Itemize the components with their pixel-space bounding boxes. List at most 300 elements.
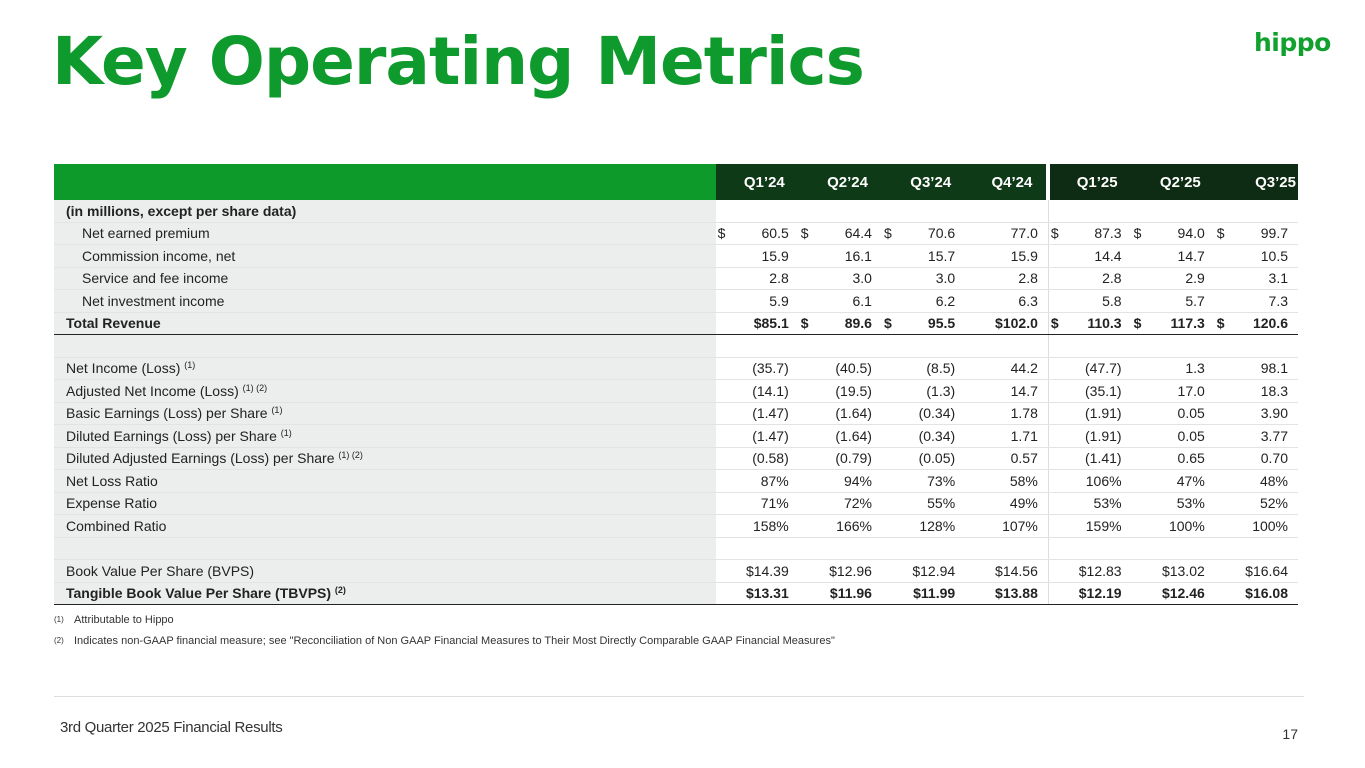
value-cell (882, 470, 965, 493)
value-cell (965, 447, 1048, 470)
value-cell (1132, 357, 1215, 380)
row-label (54, 290, 716, 313)
table-row (54, 470, 1298, 493)
value-cell (1215, 267, 1298, 290)
value-cell (1048, 222, 1131, 245)
value-cell (799, 582, 882, 605)
value: 120.6 (1252, 315, 1288, 332)
column-header: Q1’25 (1048, 164, 1131, 200)
value-cell (1048, 357, 1131, 380)
value: 128% (919, 517, 956, 534)
value: $13.31 (745, 585, 789, 602)
row-label (54, 380, 716, 403)
value: 6.1 (852, 292, 872, 309)
value-cell (799, 492, 882, 515)
row-label (54, 245, 716, 268)
table-row (54, 245, 1298, 268)
value: 53% (1176, 495, 1205, 512)
column-header: Q4’24 (965, 164, 1048, 200)
row-label-text: Commission income, net (82, 247, 236, 264)
value: (1.64) (835, 405, 872, 422)
value-cell (882, 290, 965, 313)
value-cell (882, 537, 965, 560)
value: 98.1 (1260, 360, 1288, 377)
value: 5.7 (1185, 292, 1205, 309)
value: 3.1 (1268, 270, 1288, 287)
value: 99.7 (1260, 225, 1288, 242)
value: 58% (1009, 472, 1038, 489)
currency-sign: $ (1050, 315, 1059, 332)
value: (8.5) (926, 360, 956, 377)
value: 14.4 (1094, 247, 1122, 264)
value: $11.96 (829, 585, 872, 602)
footnote-ref: (2) (334, 585, 346, 596)
value: 14.7 (1010, 382, 1038, 399)
value-cell (716, 492, 799, 515)
value: 52% (1259, 495, 1288, 512)
footer-title: 3rd Quarter 2025 Financial Results (60, 719, 283, 736)
row-label (54, 470, 716, 493)
value: 49% (1009, 495, 1038, 512)
row-label (54, 357, 716, 380)
table-row (54, 582, 1298, 605)
value: (1.47) (752, 405, 789, 422)
value-cell (799, 402, 882, 425)
value: 17.0 (1177, 382, 1205, 399)
value: 53% (1093, 495, 1122, 512)
value-cell (1132, 425, 1215, 448)
currency-sign: $ (1216, 315, 1225, 332)
value-cell (1048, 380, 1131, 403)
value: 94.0 (1177, 225, 1205, 242)
value-cell (716, 402, 799, 425)
page-number: 17 (1282, 726, 1298, 742)
value-cell (882, 425, 965, 448)
value-cell (716, 582, 799, 605)
value: 47% (1176, 472, 1205, 489)
row-label-text: Net earned premium (82, 225, 210, 242)
value-cell (1048, 267, 1131, 290)
value-cell (1215, 245, 1298, 268)
footnotes (54, 614, 835, 656)
value: $12.96 (829, 562, 872, 579)
value: $13.88 (995, 585, 1038, 602)
value: 16.1 (844, 247, 872, 264)
value-cell (965, 222, 1048, 245)
value: 15.9 (1010, 247, 1038, 264)
row-label (54, 560, 716, 583)
column-header: Q2’24 (799, 164, 882, 200)
value: 10.5 (1260, 247, 1288, 264)
value: 2.8 (1018, 270, 1038, 287)
value-cell (882, 515, 965, 538)
row-label-text: Basic Earnings (Loss) per Share (66, 405, 268, 422)
currency-sign: $ (883, 315, 892, 332)
value-cell (716, 312, 799, 335)
table-row (54, 515, 1298, 538)
value-cell (799, 447, 882, 470)
value-cell (965, 312, 1048, 335)
value: 87% (760, 472, 789, 489)
table-header-row (54, 164, 1298, 200)
row-label-text: Book Value Per Share (BVPS) (66, 562, 255, 579)
table-row (54, 425, 1298, 448)
value-cell (1132, 447, 1215, 470)
value-cell (1215, 537, 1298, 560)
value: (47.7) (1085, 360, 1122, 377)
value-cell (882, 245, 965, 268)
value-cell (1048, 290, 1131, 313)
value: (19.5) (835, 382, 872, 399)
value-cell (1132, 492, 1215, 515)
value-wrap (1132, 315, 1205, 331)
value: (14.1) (752, 382, 789, 399)
value-cell (1215, 402, 1298, 425)
value: 94% (843, 472, 872, 489)
value-cell (1215, 582, 1298, 605)
value-cell (1132, 402, 1215, 425)
value: 159% (1085, 517, 1122, 534)
value-cell (965, 200, 1048, 222)
value-cell (1132, 200, 1215, 222)
value-cell (1132, 560, 1215, 583)
value-wrap (1215, 315, 1288, 331)
value-cell (716, 357, 799, 380)
value-cell (1132, 515, 1215, 538)
table-row (54, 290, 1298, 313)
value-cell (882, 582, 965, 605)
value-cell (882, 357, 965, 380)
value: (40.5) (835, 360, 872, 377)
unit-note-row (54, 200, 1298, 222)
table-row (54, 312, 1298, 335)
value-cell (882, 380, 965, 403)
value-cell (1048, 560, 1131, 583)
value: (0.34) (918, 427, 956, 444)
value-cell (965, 335, 1048, 358)
value-cell (1215, 447, 1298, 470)
value-cell (1215, 560, 1298, 583)
currency-sign: $ (1216, 225, 1225, 242)
value: 6.3 (1018, 292, 1038, 309)
value-wrap (799, 315, 872, 331)
value-cell (1048, 515, 1131, 538)
value: (0.34) (918, 405, 956, 422)
value-cell (1132, 290, 1215, 313)
value-cell (799, 515, 882, 538)
value: 166% (836, 517, 872, 534)
currency-sign: $ (717, 225, 726, 242)
value: 73% (927, 472, 956, 489)
value-cell (1132, 380, 1215, 403)
value-cell (799, 290, 882, 313)
value-cell (1048, 582, 1131, 605)
row-label (54, 312, 716, 335)
footnote-ref: (1) (271, 405, 283, 416)
value: $11.99 (913, 585, 956, 602)
value: (35.1) (1085, 382, 1122, 399)
value: $12.46 (1161, 585, 1205, 602)
value-cell (1048, 200, 1131, 222)
header-label-cell (54, 164, 716, 200)
value-cell (965, 267, 1048, 290)
value: 5.8 (1102, 292, 1122, 309)
value: 15.7 (927, 247, 956, 264)
currency-sign: $ (800, 225, 809, 242)
value: 2.9 (1185, 270, 1205, 287)
value-cell (1132, 267, 1215, 290)
hippo-logo: hippo (1254, 28, 1331, 57)
value-cell (882, 267, 965, 290)
row-label-text: Expense Ratio (66, 495, 158, 512)
footnote-ref: (1) (2) (242, 382, 268, 393)
table-row (54, 447, 1298, 470)
value-cell (1048, 447, 1131, 470)
value: $102.0 (995, 315, 1038, 332)
value-cell (799, 200, 882, 222)
value-cell (716, 515, 799, 538)
row-label (54, 582, 716, 605)
value: 7.3 (1268, 292, 1288, 309)
value-cell (1215, 312, 1298, 335)
value-cell (882, 402, 965, 425)
row-label (54, 515, 716, 538)
value: 117.3 (1170, 315, 1205, 332)
table-row (54, 357, 1298, 380)
value-cell (1048, 402, 1131, 425)
row-label-text: Combined Ratio (66, 517, 167, 534)
table-row (54, 492, 1298, 515)
value: 77.0 (1010, 225, 1038, 242)
row-label (54, 447, 716, 470)
footnote-ref: (1) (280, 427, 292, 438)
row-label-text: Diluted Adjusted Earnings (Loss) per Share (66, 450, 335, 467)
footnote-ref: (1) (2) (338, 450, 363, 461)
value: $13.02 (1161, 562, 1205, 579)
value-cell (965, 290, 1048, 313)
value-cell (1215, 425, 1298, 448)
column-header: Q1’24 (716, 164, 799, 200)
value: 3.0 (935, 270, 956, 287)
value-cell (799, 425, 882, 448)
value-cell (799, 380, 882, 403)
value: 89.6 (844, 315, 872, 332)
value: 1.3 (1185, 360, 1205, 377)
value: 64.4 (844, 225, 872, 242)
key-metrics-table (54, 164, 1298, 605)
currency-sign: $ (1050, 225, 1059, 242)
value-cell (1215, 335, 1298, 358)
value-cell (716, 560, 799, 583)
footer-divider (54, 696, 1304, 697)
value-wrap (716, 225, 789, 241)
footnote (54, 614, 835, 635)
value: (1.91) (1085, 427, 1122, 444)
value: 158% (752, 517, 789, 534)
value: 15.9 (761, 247, 789, 264)
value: $14.56 (995, 562, 1038, 579)
table-body (54, 200, 1298, 605)
value-cell (965, 425, 1048, 448)
value-cell (1215, 200, 1298, 222)
value-cell (1048, 312, 1131, 335)
column-header: Q3’24 (882, 164, 965, 200)
value-cell (716, 335, 799, 358)
value: 87.3 (1094, 225, 1122, 242)
spacer-row (54, 537, 1298, 560)
row-label-text: Diluted Earnings (Loss) per Share (66, 427, 277, 444)
page-title: Key Operating Metrics (52, 23, 864, 100)
row-label (54, 537, 716, 560)
value-wrap (882, 225, 955, 241)
footnote-text: Attributable to Hippo (74, 614, 174, 626)
value-cell (1215, 290, 1298, 313)
value-cell (882, 222, 965, 245)
value: 3.77 (1260, 427, 1288, 444)
value-cell (1048, 492, 1131, 515)
table-row (54, 380, 1298, 403)
footnote-mark: (1) (54, 615, 64, 624)
column-header: Q3’25 (1215, 164, 1298, 200)
value-cell (716, 245, 799, 268)
value-cell (882, 200, 965, 222)
value-cell (882, 335, 965, 358)
value: 107% (1002, 517, 1038, 534)
row-label-text: Tangible Book Value Per Share (TBVPS) (66, 585, 332, 602)
value: 5.9 (769, 292, 789, 309)
value: $12.83 (1078, 562, 1122, 579)
value-cell (965, 470, 1048, 493)
value-cell (965, 537, 1048, 560)
value-cell (882, 447, 965, 470)
value: 72% (843, 495, 872, 512)
value-cell (716, 470, 799, 493)
row-label-text: Total Revenue (66, 315, 161, 332)
value-cell (799, 267, 882, 290)
value-cell (1215, 222, 1298, 245)
value-cell (965, 582, 1048, 605)
value-cell (965, 380, 1048, 403)
value: 2.8 (769, 270, 789, 287)
value-cell (716, 447, 799, 470)
row-label-text: Net Loss Ratio (66, 472, 158, 489)
value-cell (1048, 335, 1131, 358)
value-cell (1215, 492, 1298, 515)
value: 0.05 (1177, 405, 1205, 422)
row-label (54, 335, 716, 358)
value-cell (965, 515, 1048, 538)
value-cell (1048, 537, 1131, 560)
footnote-text: Indicates non-GAAP financial measure; see "Reconciliation of Non GAAP Financial Measures to Their Most Directly Comparable GAAP Financial Measures" (74, 635, 835, 647)
table-row (54, 267, 1298, 290)
value-cell (1132, 312, 1215, 335)
value: (1.47) (752, 427, 789, 444)
row-label-text: Adjusted Net Income (Loss) (66, 382, 239, 399)
value: 70.6 (927, 225, 956, 242)
row-label-text: Service and fee income (82, 270, 229, 287)
value: 14.7 (1177, 247, 1205, 264)
value-wrap (799, 225, 872, 241)
table-row (54, 402, 1298, 425)
value: (1.41) (1085, 450, 1122, 467)
value-cell (1132, 222, 1215, 245)
value-cell (799, 560, 882, 583)
row-label (54, 492, 716, 515)
value-cell (799, 335, 882, 358)
value: 44.2 (1010, 360, 1038, 377)
value: 110.3 (1087, 315, 1122, 332)
value: 71% (760, 495, 789, 512)
value-wrap (1215, 225, 1288, 241)
value-cell (799, 222, 882, 245)
value-cell (1215, 380, 1298, 403)
footnote (54, 635, 835, 656)
value-cell (716, 425, 799, 448)
value-cell (965, 402, 1048, 425)
row-label (54, 267, 716, 290)
value-cell (965, 357, 1048, 380)
value-cell (716, 222, 799, 245)
value-cell (716, 380, 799, 403)
currency-sign: $ (800, 315, 809, 332)
value-cell (882, 492, 965, 515)
value-cell (799, 537, 882, 560)
currency-sign: $ (1133, 225, 1142, 242)
value-cell (1132, 537, 1215, 560)
row-label (54, 402, 716, 425)
value: 60.5 (761, 225, 789, 242)
value-cell (1048, 470, 1131, 493)
value-cell (799, 357, 882, 380)
value: (35.7) (752, 360, 789, 377)
value: $16.08 (1245, 585, 1288, 602)
value-cell (799, 312, 882, 335)
footnote-mark: (2) (54, 636, 64, 645)
value-cell (716, 200, 799, 222)
value: (0.79) (835, 450, 872, 467)
column-header: Q2’25 (1132, 164, 1215, 200)
value: 55% (927, 495, 956, 512)
value: (1.64) (835, 427, 872, 444)
value: 48% (1259, 472, 1288, 489)
value: 2.8 (1102, 270, 1122, 287)
value-cell (1215, 357, 1298, 380)
value-cell (965, 245, 1048, 268)
value-cell (716, 290, 799, 313)
value-cell (882, 560, 965, 583)
value: $85.1 (753, 315, 789, 332)
value-cell (799, 470, 882, 493)
value: $12.19 (1078, 585, 1122, 602)
value: 0.05 (1177, 427, 1205, 444)
value: (1.91) (1085, 405, 1122, 422)
value-wrap (1132, 225, 1205, 241)
value-cell (1048, 245, 1131, 268)
value-cell (1215, 470, 1298, 493)
value: 95.5 (927, 315, 956, 332)
value: 1.71 (1010, 427, 1038, 444)
value: (1.3) (926, 382, 956, 399)
value: 3.90 (1260, 405, 1288, 422)
value: 100% (1252, 517, 1288, 534)
table-row (54, 560, 1298, 583)
row-label-text: Net investment income (82, 292, 225, 309)
value: 0.65 (1177, 450, 1205, 467)
value: $12.94 (912, 562, 956, 579)
value-cell (965, 492, 1048, 515)
value-cell (1132, 470, 1215, 493)
value: 100% (1168, 517, 1205, 534)
